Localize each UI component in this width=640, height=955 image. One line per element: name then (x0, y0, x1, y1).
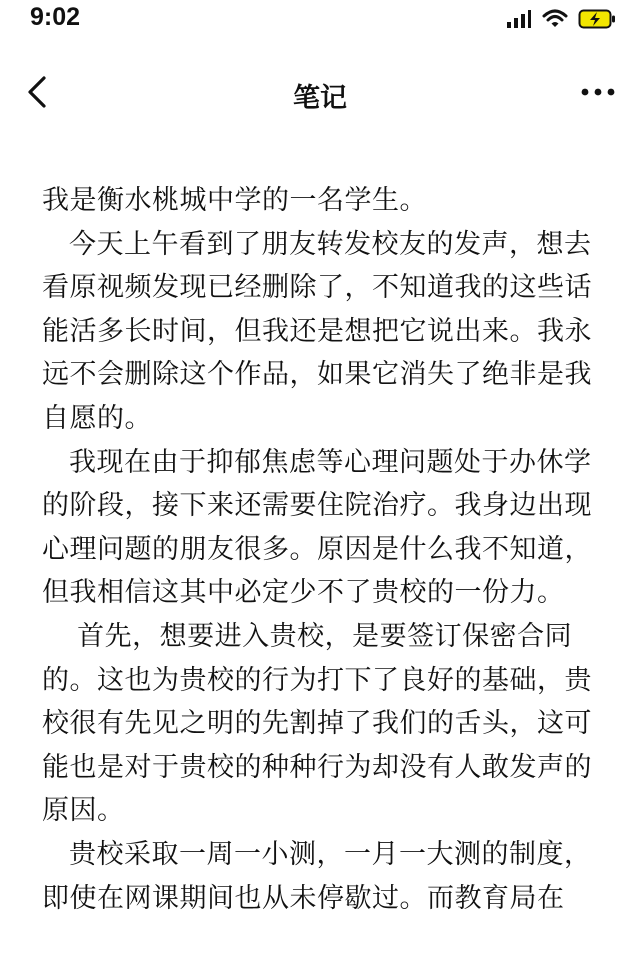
cellular-signal-icon (506, 9, 532, 29)
status-bar (0, 0, 640, 40)
note-body (42, 179, 614, 920)
note-paragraph: 今天上午看到了朋友转发校友的发声，想去看原视频发现已经删除了，不知道我的这些话能活多长时间，但我还是想把它说出来。我永远不会删除这个作品，如果它消失了绝非是我自愿的。 (42, 228, 592, 434)
note-paragraph: 贵校采取一周一小测，一月一大测的制度，即使在网课期间也从未停歇过。而教育局在 (42, 838, 592, 914)
navigation-bar (0, 60, 640, 124)
status-icons (506, 8, 616, 30)
wifi-icon (542, 9, 568, 29)
more-dots-icon[interactable] (578, 78, 618, 106)
page-title: 笔记 (293, 83, 347, 114)
note-paragraph: 我现在由于抑郁焦虑等心理问题处于办休学的阶段，接下来还需要住院治疗。我身边出现心理问题的朋友很多。原因是什么我不知道，但我相信这其中必定少不了贵校的一份力。 (42, 446, 592, 609)
battery-charging-icon (578, 8, 616, 30)
note-paragraph: 我是衡水桃城中学的一名学生。 (42, 185, 427, 216)
status-time: 9:02 (30, 3, 81, 31)
note-paragraph: 首先，想要进入贵校，是要签订保密合同的。这也为贵校的行为打下了良好的基础，贵校很有先见之明的先割掉了我们的舌头，这可能也是对于贵校的种种行为却没有人敢发声的原因。 (42, 620, 592, 827)
